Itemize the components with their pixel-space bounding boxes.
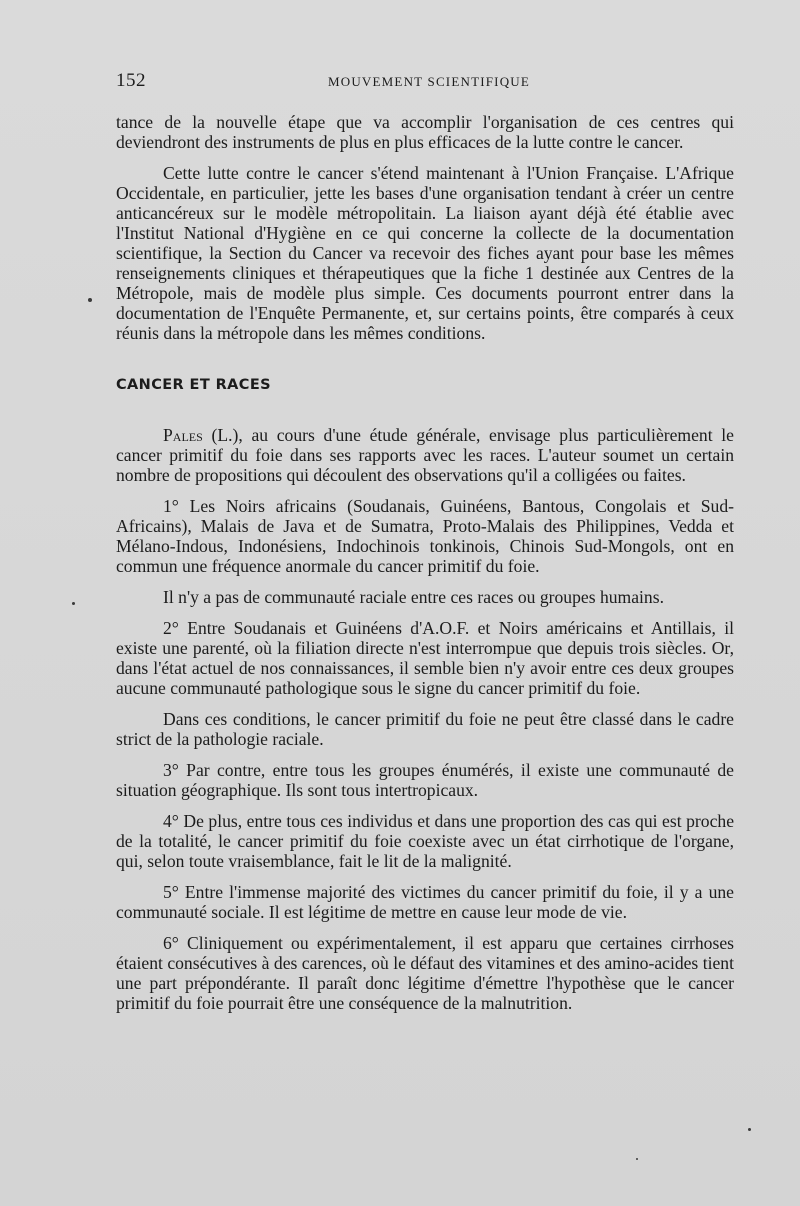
scan-speck — [72, 602, 75, 605]
proposition-3: 3° Par contre, entre tous les groupes énumérés, il existe une communauté de situation géographique. Ils sont tous intertropicaux. — [116, 760, 734, 800]
scan-speck — [636, 1158, 638, 1160]
section-heading: CANCER ET RACES — [116, 377, 271, 393]
paragraph-no-racial-community: Il n'y a pas de communauté raciale entre ces races ou groupes humains. — [163, 587, 664, 607]
running-title: MOUVEMENT SCIENTIFIQUE — [328, 74, 531, 89]
proposition-4: 4° De plus, entre tous ces individus et dans une proportion des cas qui est proche de la totalité, le cancer primitif du foie coexiste avec un état cirrhotique de l'organe, qui, selon toute vraisemblance, fait le lit de la malignité. — [116, 811, 734, 871]
proposition-6: 6° Cliniquement ou expérimentalement, il est apparu que certaines cirrhoses étaient consécutives à des carences, où le défaut des vitamines et des amino-acides tient une part prépondérante. Il paraît donc légitime d'émettre l'hypothèse que le cancer primitif du foie pourrait être une conséquence de la malnutrition. — [116, 933, 734, 1013]
author-name: Pales (L.), — [163, 425, 243, 445]
body-text — [116, 112, 734, 1013]
paragraph-union-francaise: Cette lutte contre le cancer s'étend maintenant à l'Union Française. L'Afrique Occidentale, en particulier, jette les bases d'une organisation tendant à créer un centre anticancéreux sur le modèle métropolitain. La liaison ayant déjà été établie avec l'Institut National d'Hygiène en ce qui concerne la collecte de la documentation scientifique, la Section du Cancer va recevoir des fiches ayant pour base les mêmes renseignements cliniques et thérapeutiques que la fiche 1 destinée aux Centres de la Métropole, mais de modèle plus simple. Ces documents pourront entrer dans la documentation de l'Enquête Permanente, et, sur certains points, être comparés à ceux réunis dans la métropole dans les mêmes conditions. — [116, 163, 734, 343]
page-header — [116, 70, 728, 94]
proposition-2: 2° Entre Soudanais et Guinéens d'A.O.F. et Noirs américains et Antillais, il existe une parenté, où la filiation directe n'est interrompue que depuis trois siècles. Or, dans l'état actuel de nos connaissances, il semble bien n'y avoir entre ces deux groupes aucune communauté pathologique sous le signe du cancer primitif du foie. — [116, 618, 734, 698]
page-number: 152 — [116, 70, 146, 91]
paragraph-pales-study — [116, 425, 734, 485]
scan-speck — [748, 1128, 751, 1131]
proposition-1: 1° Les Noirs africains (Soudanais, Guinéens, Bantous, Congolais et Sud-Africains), Malais de Java et de Sumatra, Proto-Malais des Philippines, Vedda et Mélano-Indous, Indonésiens, Indochinois tonkinois, Chinois Sud-Mongols, ont en commun une fréquence anormale du cancer primitif du foie. — [116, 496, 734, 576]
paragraph-conditions: Dans ces conditions, le cancer primitif du foie ne peut être classé dans le cadre strict de la pathologie raciale. — [116, 709, 734, 749]
paragraph-pales-text: au cours d'une étude générale, envisage plus particulièrement le cancer primitif du foie dans ses rapports avec les races. L'auteur soumet un certain nombre de propositions qui découlent des observations qu'il a colligées ou faites. — [116, 425, 734, 485]
paragraph-continuation: tance de la nouvelle étape que va accomplir l'organisation de ces centres qui deviendront des instruments de plus en plus efficaces de la lutte contre le cancer. — [116, 112, 734, 152]
proposition-5: 5° Entre l'immense majorité des victimes du cancer primitif du foie, il y a une communauté sociale. Il est légitime de mettre en cause leur mode de vie. — [116, 882, 734, 922]
scan-speck — [88, 298, 92, 302]
